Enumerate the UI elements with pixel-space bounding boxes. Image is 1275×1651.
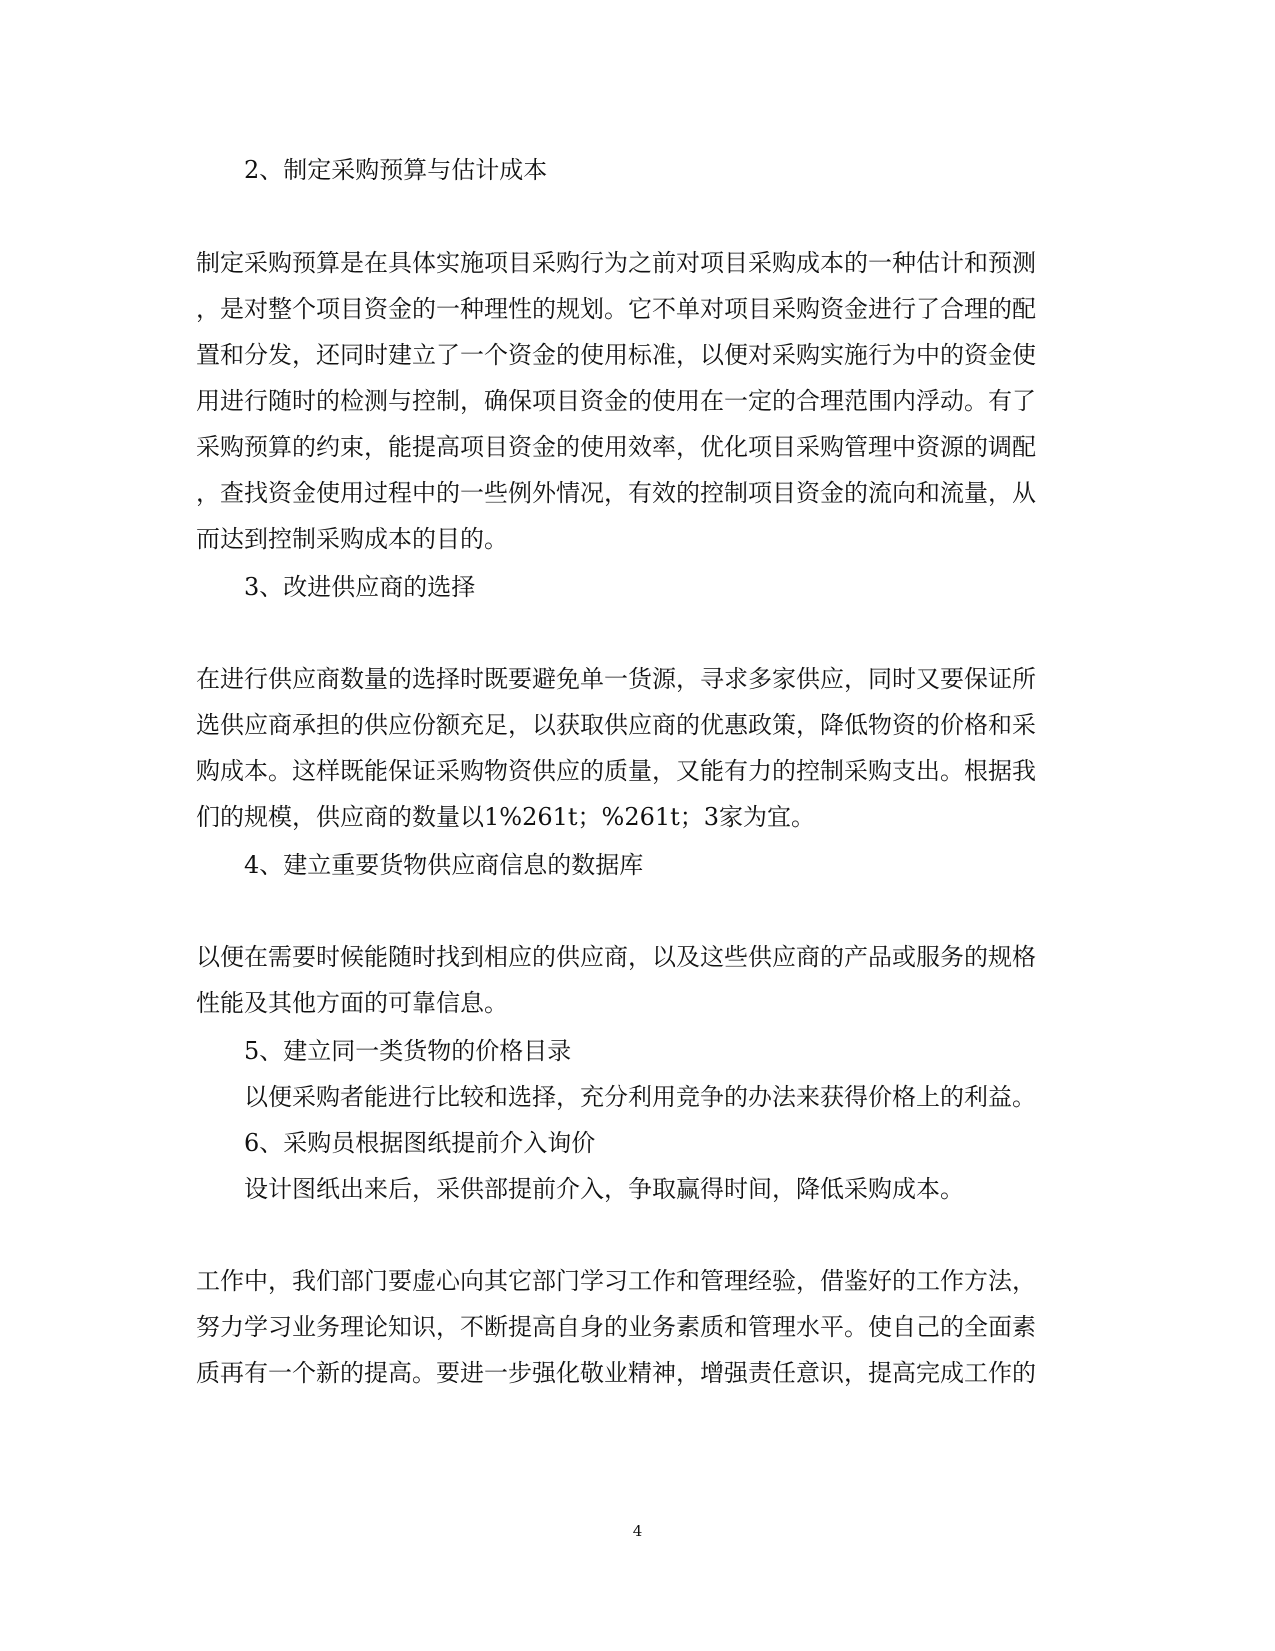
paragraph-line: 采购预算的约束，能提高项目资金的使用效率，优化项目采购管理中资源的调配 — [196, 433, 1036, 461]
paragraph-line: 以便在需要时候能随时找到相应的供应商，以及这些供应商的产品或服务的规格 — [196, 943, 1036, 971]
paragraph-line: 选供应商承担的供应份额充足，以获取供应商的优惠政策，降低物资的价格和采 — [196, 711, 1036, 739]
paragraph-line: ，查找资金使用过程中的一些例外情况，有效的控制项目资金的流向和流量，从 — [196, 479, 1036, 507]
paragraph-line: 质再有一个新的提高。要进一步强化敬业精神，增强责任意识，提高完成工作的 — [196, 1359, 1036, 1387]
paragraph-line: 工作中，我们部门要虚心向其它部门学习工作和管理经验，借鉴好的工作方法， — [196, 1267, 1036, 1295]
paragraph-line: 制定采购预算是在具体实施项目采购行为之前对项目采购成本的一种估计和预测 — [196, 249, 1036, 277]
section-heading-5: 5、建立同一类货物的价格目录 — [244, 1037, 572, 1065]
section-heading-6: 6、采购员根据图纸提前介入询价 — [244, 1129, 596, 1157]
paragraph-line: 购成本。这样既能保证采购物资供应的质量，又能有力的控制采购支出。根据我 — [196, 757, 1036, 785]
section-heading-3: 3、改进供应商的选择 — [244, 573, 476, 601]
paragraph-line: 在进行供应商数量的选择时既要避免单一货源，寻求多家供应，同时又要保证所 — [196, 665, 1036, 693]
paragraph-line: 以便采购者能进行比较和选择，充分利用竞争的办法来获得价格上的利益。 — [244, 1083, 1036, 1111]
paragraph-line: 置和分发，还同时建立了一个资金的使用标准，以便对采购实施行为中的资金使 — [196, 341, 1036, 369]
paragraph-line: 用进行随时的检测与控制，确保项目资金的使用在一定的合理范围内浮动。有了 — [196, 387, 1036, 415]
paragraph-line: ，是对整个项目资金的一种理性的规划。它不单对项目采购资金进行了合理的配 — [196, 295, 1036, 323]
paragraph-line: 努力学习业务理论知识，不断提高自身的业务素质和管理水平。使自己的全面素 — [196, 1313, 1036, 1341]
paragraph-line: 性能及其他方面的可靠信息。 — [196, 989, 508, 1017]
section-heading-4: 4、建立重要货物供应商信息的数据库 — [244, 851, 644, 879]
section-heading-2: 2、制定采购预算与估计成本 — [244, 156, 548, 184]
paragraph-line: 们的规模，供应商的数量以1%261t；%261t；3家为宜。 — [196, 803, 816, 831]
paragraph-line: 而达到控制采购成本的目的。 — [196, 525, 508, 553]
paragraph-line: 设计图纸出来后，采供部提前介入，争取赢得时间，降低采购成本。 — [244, 1175, 964, 1203]
page-number: 4 — [632, 1522, 643, 1540]
